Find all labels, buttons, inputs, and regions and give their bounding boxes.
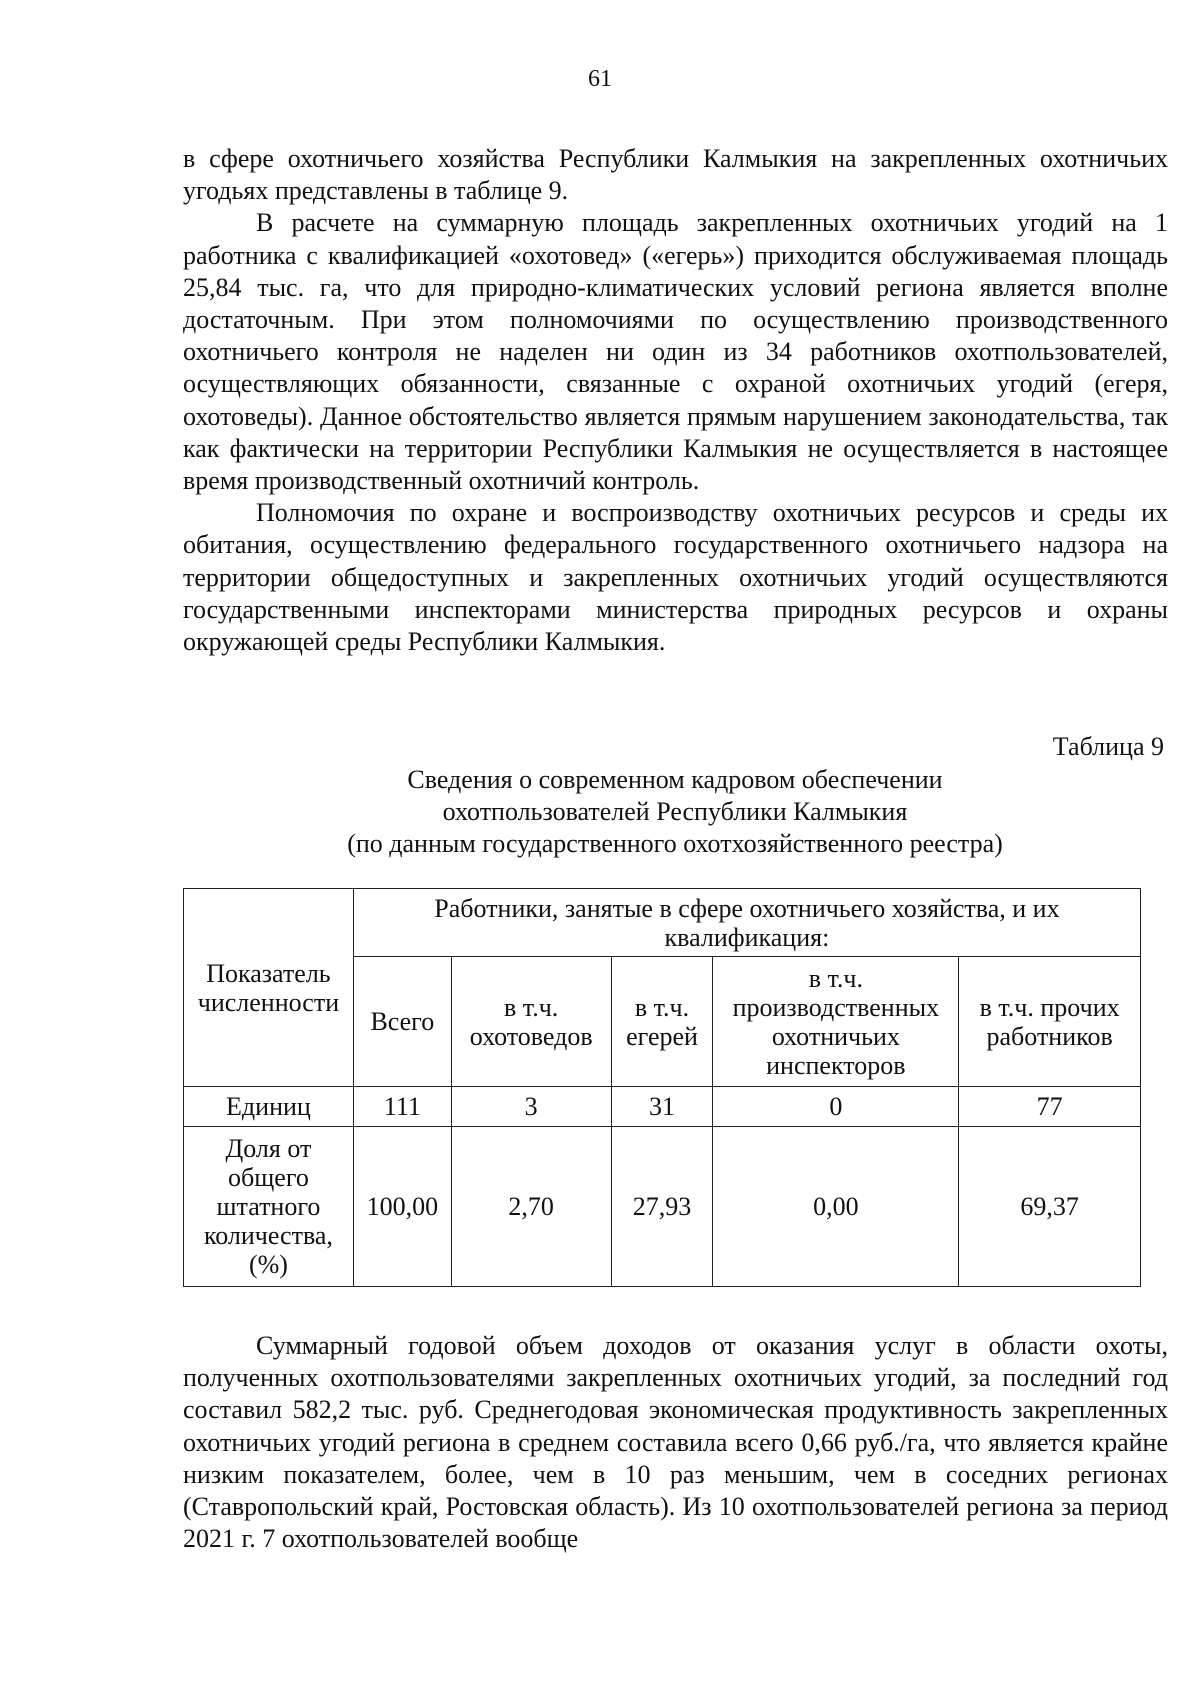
table-row — [184, 1087, 1141, 1127]
header-cell: в т.ч. прочих работников — [959, 957, 1141, 1087]
table-title — [230, 764, 1120, 860]
table-cell: 69,37 — [959, 1127, 1141, 1287]
header-group: Работники, занятые в сфере охотничьего хозяйства, и их квалификация: — [353, 889, 1140, 957]
page-number: 61 — [588, 66, 612, 92]
header-cell: в т.ч. егерей — [611, 957, 713, 1087]
header-cell: Всего — [353, 957, 451, 1087]
table-title-line: охотпользователей Республики Калмыкия — [442, 797, 908, 826]
paragraph: В расчете на суммарную площадь закрепленных охотничьих угодий на 1 работника с квалификацией «охотовед» («егерь») приходится обслуживаемая площадь 25,84 тыс. га, что для природно-климатических условий региона является вполне достаточным. При этом полномочиями по осуществлению производственного охотничьего контроля не наделен ни один из 34 работников охотпользователей, осуществляющих обязанности, связанные с охраной охотничьих угодий (егеря, охотоведы). Данное обстоятельство является прямым нарушением законодательства, так как фактически на территории Республики Калмыкия не осуществляется в настоящее время производственный охотничий контроль. — [183, 208, 1168, 496]
table-cell: 2,70 — [451, 1127, 611, 1287]
table-cell: 3 — [451, 1087, 611, 1127]
body-text-top — [183, 143, 1168, 658]
table-cell: 0 — [713, 1087, 959, 1127]
table-label: Таблица 9 — [1052, 732, 1164, 761]
header-indicator: Показатель численности — [184, 889, 354, 1087]
table-cell: 0,00 — [713, 1127, 959, 1287]
table-cell: 27,93 — [611, 1127, 713, 1287]
table-cell: 111 — [353, 1087, 451, 1127]
paragraph: Суммарный годовой объем доходов от оказания услуг в области охоты, полученных охотпользователями закрепленных охотничьих угодий, за последний год составил 582,2 тыс. руб. Среднегодовая экономическая продуктивность закрепленных охотничьих угодий региона в среднем составила всего 0,66 руб./га, что является крайне низким показателем, более, чем в 10 раз меньшим, чем в соседних регионах (Ставропольский край, Ростовская область). Из 10 охотпользователей региона за период 2021 г. 7 охотпользователей вообще — [183, 1331, 1168, 1554]
staffing-table — [183, 888, 1141, 1287]
header-cell: в т.ч. охотоведов — [451, 957, 611, 1087]
row-label: Доля от общего штатного количества, (%) — [184, 1127, 354, 1287]
table-row — [184, 1127, 1141, 1287]
table-title-line: Сведения о современном кадровом обеспечении — [407, 765, 943, 794]
header-cell: в т.ч. производственных охотничьих инспекторов — [713, 957, 959, 1087]
paragraph: Полномочия по охране и воспроизводству охотничьих ресурсов и среды их обитания, осуществлению федерального государственного охотничьего надзора на территории общедоступных и закрепленных охотничьих угодий осуществляются государственными инспекторами министерства природных ресурсов и охраны окружающей среды Республики Калмыкия. — [183, 498, 1168, 657]
body-text-bottom — [183, 1330, 1168, 1555]
table-cell: 31 — [611, 1087, 713, 1127]
table-cell: 77 — [959, 1087, 1141, 1127]
row-label: Единиц — [184, 1087, 354, 1127]
paragraph: в сфере охотничьего хозяйства Республики Калмыкия на закрепленных охотничьих угодьях представлены в таблице 9. — [183, 144, 1168, 206]
table-title-line: (по данным государственного охотхозяйственного реестра) — [347, 829, 1003, 858]
table-cell: 100,00 — [353, 1127, 451, 1287]
table-header-row — [184, 889, 1141, 957]
